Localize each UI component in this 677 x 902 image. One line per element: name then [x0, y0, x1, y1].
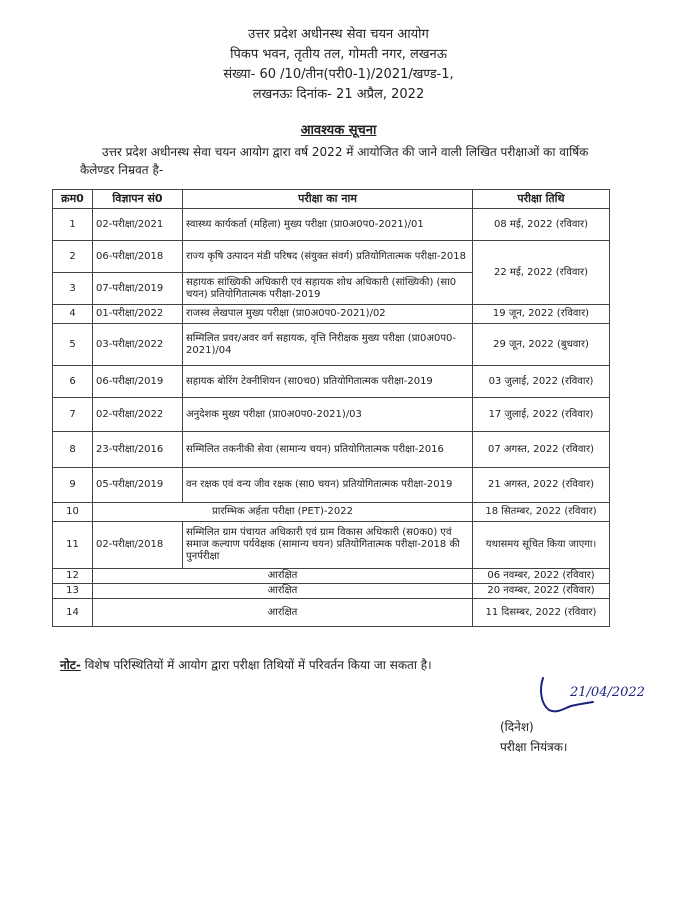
row-exam-date: 07 अगस्त, 2022 (रविवार): [473, 432, 610, 468]
header-exam-name: परीक्षा का नाम: [183, 190, 473, 209]
row-advt-no: 02-परीक्षा/2021: [93, 209, 183, 241]
row-exam-date: 18 सितम्बर, 2022 (रविवार): [473, 503, 610, 522]
intro-paragraph: उत्तर प्रदेश अधीनस्थ सेवा चयन आयोग द्वारा वर्ष 2022 में आयोजित की जाने वाली लिखित परीक्षाओं का वार्षिक कैलेण्डर निम्रवत है-: [80, 145, 589, 177]
row-exam-name: सहायक सांख्यिकी अधिकारी एवं सहायक शोध अधिकारी (सांख्यिकी) (सा0 चयन) प्रतियोगितात्मक परीक्षा-2019: [183, 273, 473, 305]
row-serial: 11: [53, 522, 93, 569]
row-exam-date: यथासमय सूचित किया जाएगा।: [473, 522, 610, 569]
row-exam-name: सहायक बोरिंग टेक्नीशियन (सा0च0) प्रतियोगितात्मक परीक्षा-2019: [183, 366, 473, 398]
row-advt-no: 05-परीक्षा/2019: [93, 468, 183, 503]
row-serial: 5: [53, 324, 93, 366]
row-exam-name: वन रक्षक एवं वन्य जीव रक्षक (सा0 चयन) प्रतियोगितात्मक परीक्षा-2019: [183, 468, 473, 503]
row-exam-name: आरक्षित: [93, 569, 473, 584]
table-row: [53, 569, 610, 584]
row-exam-name: सम्मिलित तकनीकी सेवा (सामान्य चयन) प्रतियोगितात्मक परीक्षा-2016: [183, 432, 473, 468]
row-exam-date: 17 जुलाई, 2022 (रविवार): [473, 398, 610, 432]
note-text: विशेष परिस्थितियों में आयोग द्वारा परीक्षा तिथियों में परिवर्तन किया जा सकता है।: [84, 658, 432, 672]
row-serial: 10: [53, 503, 93, 522]
row-exam-name: राजस्व लेखपाल मुख्य परीक्षा (प्रा0अ0प0-2021)/02: [183, 305, 473, 324]
table-row: [53, 432, 610, 468]
row-serial: 6: [53, 366, 93, 398]
row-advt-no: 07-परीक्षा/2019: [93, 273, 183, 305]
row-advt-no: 06-परीक्षा/2019: [93, 366, 183, 398]
table-row: [53, 241, 610, 273]
reference-number: संख्या- 60 /10/तीन(परी0-1)/2021/खण्ड-1,: [223, 67, 454, 82]
header-exam-date: परीक्षा तिथि: [473, 190, 610, 209]
signature-date: 21/04/2022: [570, 685, 645, 700]
row-advt-no: 06-परीक्षा/2018: [93, 241, 183, 273]
row-exam-date: 21 अगस्त, 2022 (रविवार): [473, 468, 610, 503]
table-row: [53, 398, 610, 432]
row-serial: 1: [53, 209, 93, 241]
header-advt-no: विज्ञापन सं0: [93, 190, 183, 209]
row-exam-date: 06 नवम्बर, 2022 (रविवार): [473, 569, 610, 584]
table-row: [53, 209, 610, 241]
note-label: नोट-: [60, 658, 81, 672]
row-advt-no: 02-परीक्षा/2022: [93, 398, 183, 432]
row-exam-date: 08 मई, 2022 (रविवार): [473, 209, 610, 241]
row-exam-date: 03 जुलाई, 2022 (रविवार): [473, 366, 610, 398]
row-exam-date: 29 जून, 2022 (बुधवार): [473, 324, 610, 366]
table-row: [53, 584, 610, 599]
row-exam-date: 11 दिसम्बर, 2022 (रविवार): [473, 599, 610, 627]
row-exam-name: सम्मिलित प्रवर/अवर वर्ग सहायक, वृत्ति निरीक्षक मुख्य परीक्षा (प्रा0अ0प0-2021)/04: [183, 324, 473, 366]
row-serial: 8: [53, 432, 93, 468]
notice-title: आवश्यक सूचना: [300, 123, 377, 138]
exam-calendar-table: [52, 189, 610, 627]
row-exam-name: आरक्षित: [93, 599, 473, 627]
row-exam-name: अनुदेशक मुख्य परीक्षा (प्रा0अ0प0-2021)/03: [183, 398, 473, 432]
table-row: [53, 324, 610, 366]
row-serial: 2: [53, 241, 93, 273]
table-row: [53, 305, 610, 324]
row-serial: 12: [53, 569, 93, 584]
signer-name: (दिनेश): [500, 720, 534, 734]
table-row: [53, 468, 610, 503]
commission-name: उत्तर प्रदेश अधीनस्थ सेवा चयन आयोग: [248, 27, 429, 42]
table-row: [53, 522, 610, 569]
table-row: [53, 503, 610, 522]
row-serial: 4: [53, 305, 93, 324]
row-serial: 13: [53, 584, 93, 599]
header-serial: क्रम0: [53, 190, 93, 209]
row-exam-date: 22 मई, 2022 (रविवार): [473, 241, 610, 305]
row-serial: 14: [53, 599, 93, 627]
row-serial: 9: [53, 468, 93, 503]
row-exam-name: सम्मिलित ग्राम पंचायत अधिकारी एवं ग्राम विकास अधिकारी (स0क0) एवं समाज कल्याण पर्यवेक्षक (सामान्य चयन) प्रतियोगितात्मक परीक्षा-2018 की पुनर्परीक्षा: [183, 522, 473, 569]
commission-address: पिकप भवन, तृतीय तल, गोमती नगर, लखनऊ: [230, 47, 447, 62]
row-serial: 3: [53, 273, 93, 305]
row-serial: 7: [53, 398, 93, 432]
signer-designation: परीक्षा नियंत्रक।: [500, 740, 568, 754]
row-advt-no: 01-परीक्षा/2022: [93, 305, 183, 324]
row-advt-no: 03-परीक्षा/2022: [93, 324, 183, 366]
row-exam-name: स्वास्थ्य कार्यकर्ता (महिला) मुख्य परीक्षा (प्रा0अ0प0-2021)/01: [183, 209, 473, 241]
table-row: [53, 599, 610, 627]
row-exam-date: 19 जून, 2022 (रविवार): [473, 305, 610, 324]
table-header-row: [53, 190, 610, 209]
row-exam-name: राज्य कृषि उत्पादन मंडी परिषद (संयुक्त संवर्ग) प्रतियोगितात्मक परीक्षा-2018: [183, 241, 473, 273]
row-advt-no: 02-परीक्षा/2018: [93, 522, 183, 569]
row-exam-name: आरक्षित: [93, 584, 473, 599]
row-exam-date: 20 नवम्बर, 2022 (रविवार): [473, 584, 610, 599]
row-exam-name: प्रारम्भिक अर्हता परीक्षा (PET)-2022: [93, 503, 473, 522]
issue-date: लखनऊः दिनांक- 21 अप्रैल, 2022: [252, 87, 425, 102]
table-row: [53, 366, 610, 398]
row-advt-no: 23-परीक्षा/2016: [93, 432, 183, 468]
